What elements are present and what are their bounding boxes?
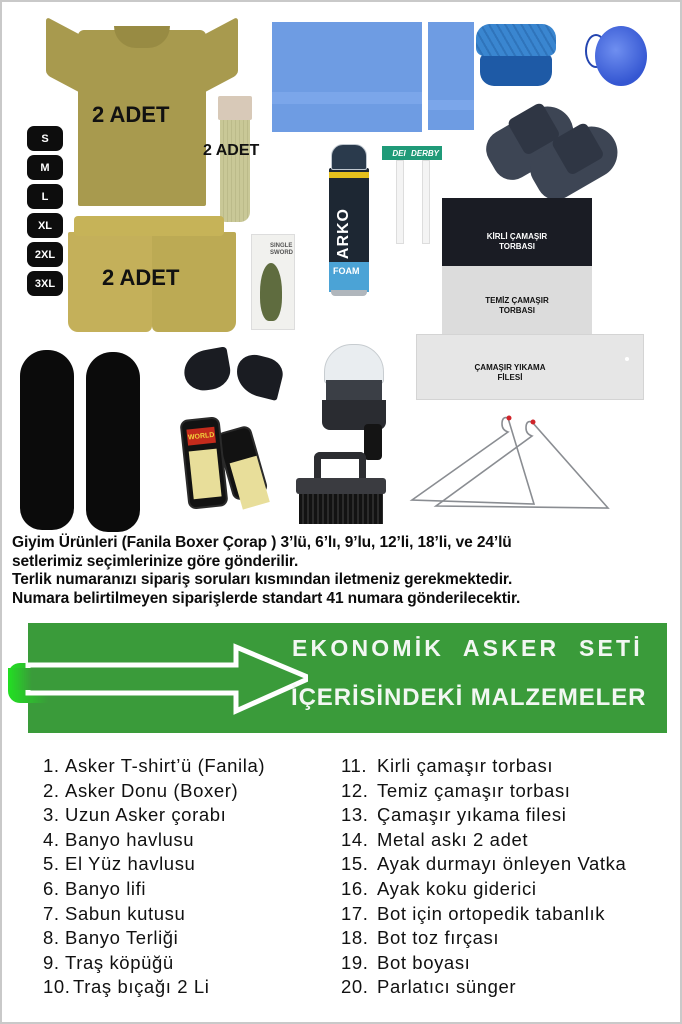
- list-item: 5. El Yüz havlusu: [43, 853, 196, 875]
- razor-head: DERBY: [408, 146, 442, 160]
- foot-odor-box-image: [251, 234, 295, 330]
- net-bag-label-2: FİLESİ: [497, 373, 523, 382]
- list-item: 14. Metal askı 2 adet: [341, 828, 529, 850]
- razor-handle: [396, 160, 404, 244]
- info-line-1: Giyim Ürünleri (Fanila Boxer Çorap ) 3’lü, 6’lı, 9’lu, 12’li, 18’li, ve 24’lü: [12, 534, 512, 551]
- list-item: 4. Banyo havlusu: [43, 828, 195, 850]
- list-item: 15. Ayak durmayı önleyen Vatka: [341, 853, 627, 875]
- items-list-right: [341, 754, 626, 1000]
- list-item: 1. Asker T-shirt’ü (Fanila): [43, 755, 266, 776]
- arrow-right-icon: [8, 623, 308, 733]
- banner-subtitle: İÇERİSİNDEKİ MALZEMELER: [291, 684, 647, 711]
- polish-picture: [189, 449, 222, 500]
- list-item: 17. Bot için ortopedik tabanlık: [341, 902, 606, 924]
- clean-laundry-bag: [442, 266, 592, 334]
- soap-box-lid: [476, 24, 556, 56]
- foam-brand: ARKO: [335, 208, 352, 260]
- sock: [220, 114, 250, 222]
- size-badge-3xl: 3XL: [27, 271, 63, 296]
- list-item: 20. Parlatıcı sünger: [341, 976, 517, 998]
- shaving-foam-image: [329, 144, 369, 296]
- title-banner: [28, 623, 667, 733]
- dirty-laundry-bag: [442, 198, 592, 268]
- bath-loofah-image: [585, 20, 649, 88]
- brush-bristles: [299, 494, 383, 524]
- foot-odor-brand: SINGLE SWORD: [270, 243, 293, 256]
- list-item: 6. Banyo lifi: [43, 877, 147, 899]
- foam-label: [329, 262, 369, 292]
- insole-right: [86, 352, 140, 532]
- list-item: 19. Bot boyası: [341, 951, 471, 973]
- list-item: 3. Uzun Asker çorabı: [43, 804, 227, 826]
- list-item: 9. Traş köpüğü: [43, 951, 174, 973]
- size-badge-s: S: [27, 126, 63, 151]
- banner-title: EKONOMİK ASKER SETİ: [292, 635, 643, 661]
- foam-stripe: [329, 172, 369, 178]
- size-badge-m: M: [27, 155, 63, 180]
- dirty-bag-label-2: TORBASI: [499, 242, 535, 251]
- metal-hangers-image: [408, 414, 618, 514]
- jar-cap: [324, 344, 384, 384]
- hang-hole: [625, 357, 629, 361]
- list-item: 13. Çamaşır yıkama filesi: [341, 804, 567, 826]
- bath-towel-image: [272, 22, 422, 132]
- polish-brand: WORLD: [186, 427, 216, 446]
- hanger-icon: [408, 414, 618, 514]
- size-badge-2xl: 2XL: [27, 242, 63, 267]
- list-item: 7. Sabun kutusu: [43, 902, 186, 924]
- list-item: 18. Bot toz fırçası: [341, 927, 500, 949]
- insole-left: [20, 350, 74, 530]
- dirty-bag-label-1: KİRLİ ÇAMAŞIR: [486, 232, 548, 241]
- slippers-image: [486, 92, 636, 192]
- size-badge-xl: XL: [27, 213, 63, 238]
- items-list-left: [43, 754, 265, 1000]
- liquid-polish-jar: [322, 344, 386, 460]
- loofah-ball: [595, 26, 647, 86]
- clean-bag-label-1: TEMİZ ÇAMAŞIR: [485, 296, 549, 305]
- list-item: 8. Banyo Terliği: [43, 927, 179, 949]
- foam-variant: FOAM: [333, 266, 360, 276]
- size-badge-l: L: [27, 184, 63, 209]
- footprint-icon: [260, 263, 282, 321]
- net-bag-label-1: ÇAMAŞIR YIKAMA: [474, 363, 546, 372]
- razors-image: [382, 146, 446, 246]
- list-item: 10. Traş bıçağı 2 Li: [43, 976, 210, 998]
- laundry-net-bag: [416, 334, 644, 400]
- info-text: [12, 534, 676, 608]
- soap-box-image: [476, 24, 556, 86]
- foam-base: [331, 290, 367, 296]
- tshirt-image: [46, 22, 238, 206]
- sock-tag: [218, 96, 252, 120]
- list-item: 12. Temiz çamaşır torbası: [341, 779, 571, 801]
- razor-handle: [422, 160, 430, 244]
- boot-brush-image: [296, 452, 386, 524]
- list-item: 2. Asker Donu (Boxer): [43, 779, 239, 801]
- foam-cap: [331, 144, 367, 170]
- list-item: 16. Ayak koku giderici: [341, 877, 537, 899]
- size-badges: [27, 126, 63, 300]
- info-line-2: setlerimiz seçimlerinize göre gönderilir.: [12, 552, 299, 570]
- socks-quantity-label: 2 ADET: [203, 142, 260, 159]
- soap-box-base: [480, 54, 552, 86]
- jar-glass: [326, 380, 382, 402]
- tshirt-quantity-label: 2 ADET: [92, 102, 170, 127]
- list-item: 11. Kirli çamaşır torbası: [341, 755, 554, 776]
- brush-block: [296, 478, 386, 494]
- clean-bag-label-2: TORBASI: [499, 306, 535, 315]
- info-line-3: Terlik numaranızı sipariş soruları kısmından iletmeniz gerekmektedir.: [12, 571, 513, 588]
- boxer-quantity-label: 2 ADET: [102, 265, 180, 290]
- boxer-waistband: [74, 216, 224, 236]
- info-line-4: Numara belirtilmeyen siparişlerde standart 41 numara gönderilecektir.: [12, 589, 521, 607]
- socks-image: [214, 96, 264, 224]
- razor-head: DEI: [382, 146, 416, 160]
- hand-towel-image: [428, 22, 474, 130]
